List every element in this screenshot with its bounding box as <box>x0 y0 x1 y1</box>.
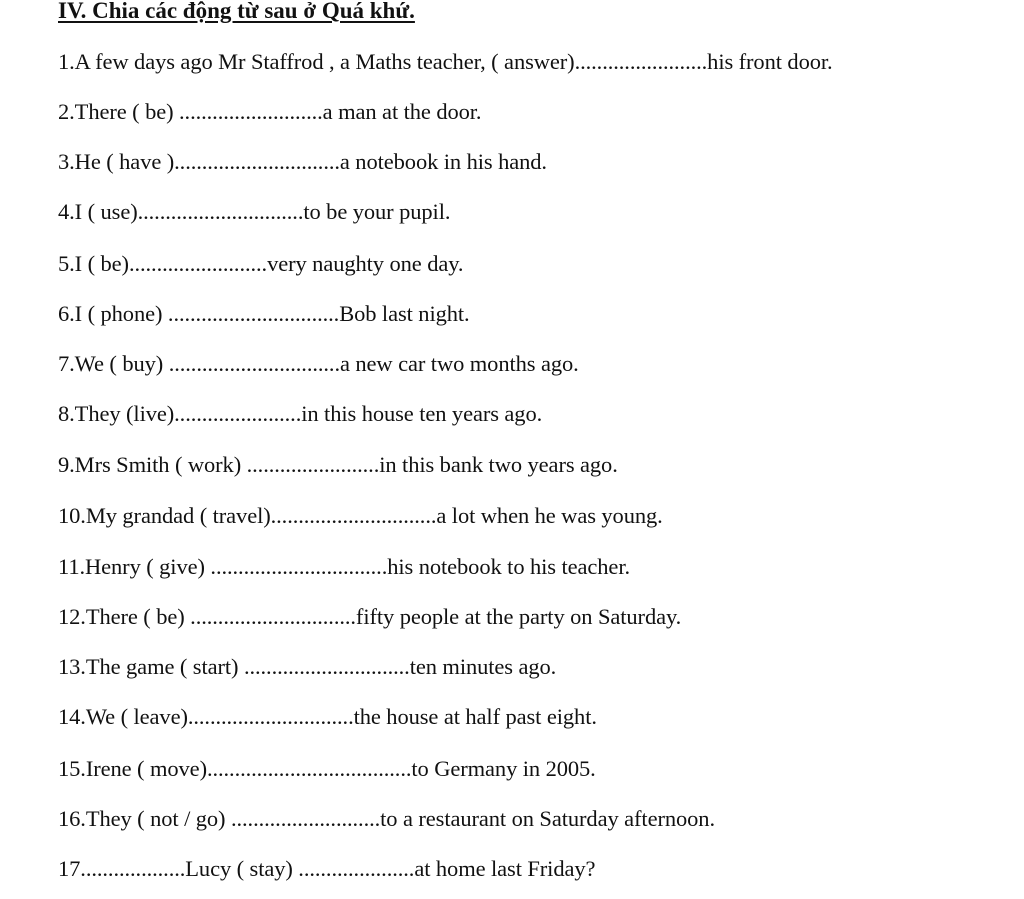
exercise-1: 1.A few days ago Mr Staffrod , a Maths teacher, ( answer)........................his front door. <box>58 49 833 74</box>
exercise-5: 5.I ( be).........................very naughty one day. <box>58 251 464 276</box>
exercise-13: 13.The game ( start) ..............................ten minutes ago. <box>58 654 557 679</box>
exercise-15: 15.Irene ( move).....................................to Germany in 2005. <box>58 756 596 781</box>
exercise-8: 8.They (live).......................in this house ten years ago. <box>58 401 543 426</box>
section-title: IV. Chia các động từ sau ở Quá khứ. <box>58 0 415 23</box>
exercise-11: 11.Henry ( give) ................................his notebook to his teacher. <box>58 554 630 579</box>
exercise-4: 4.I ( use)..............................to be your pupil. <box>58 199 451 224</box>
exercise-12: 12.There ( be) ..............................fifty people at the party on Saturday. <box>58 604 682 629</box>
exercise-10: 10.My grandad ( travel)..............................a lot when he was young. <box>58 503 663 528</box>
exercise-14: 14.We ( leave)..............................the house at half past eight. <box>58 704 597 729</box>
exercise-9: 9.Mrs Smith ( work) ........................in this bank two years ago. <box>58 452 618 477</box>
exercise-17: 17...................Lucy ( stay) .....................at home last Friday? <box>58 856 596 881</box>
exercise-3: 3.He ( have )..............................a notebook in his hand. <box>58 149 547 174</box>
exercise-16: 16.They ( not / go) ...........................to a restaurant on Saturday afternoon. <box>58 806 715 831</box>
exercise-6: 6.I ( phone) ...............................Bob last night. <box>58 301 470 326</box>
exercise-2: 2.There ( be) ..........................a man at the door. <box>58 99 482 124</box>
exercise-7: 7.We ( buy) ...............................a new car two months ago. <box>58 351 579 376</box>
